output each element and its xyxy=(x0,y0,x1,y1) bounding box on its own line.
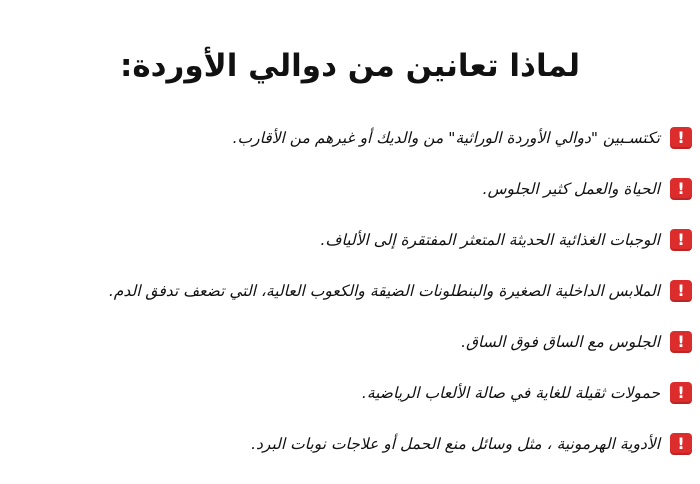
reason-text: الملابس الداخلية الصغيرة والبنطلونات الضيقة والكعوب العالية، التي تضعف تدفق الدم. xyxy=(108,281,660,300)
exclamation-icon: ! xyxy=(670,331,692,353)
reason-text: الوجبات الغذائية الحديثة المتعثر المفتقرة إلى الألياف. xyxy=(320,230,660,249)
exclamation-icon: ! xyxy=(670,178,692,200)
list-item xyxy=(0,265,692,316)
reason-text: الأدوية الهرمونية ، مثل وسائل منع الحمل أو علاجات نوبات البرد. xyxy=(251,434,660,453)
reason-text: الحياة والعمل كثير الجلوس. xyxy=(482,179,660,198)
list-item xyxy=(0,112,692,163)
list-item xyxy=(0,163,692,214)
reason-text: تكتسـبين "دوالي الأوردة الوراثية" من والديك أو غيرهم من الأقارب. xyxy=(232,128,660,147)
exclamation-icon: ! xyxy=(670,433,692,455)
exclamation-icon: ! xyxy=(670,382,692,404)
reason-text: الجلوس مع الساق فوق الساق. xyxy=(461,332,660,351)
exclamation-icon: ! xyxy=(670,229,692,251)
list-item xyxy=(0,367,692,418)
reason-text: حمولات ثقيلة للغاية في صالة الألعاب الرياضية. xyxy=(361,383,660,402)
list-item xyxy=(0,418,692,469)
exclamation-icon: ! xyxy=(670,127,692,149)
list-item xyxy=(0,214,692,265)
reasons-list xyxy=(0,112,692,469)
page-title: لماذا تعانين من دوالي الأوردة: xyxy=(119,48,581,84)
list-item xyxy=(0,316,692,367)
exclamation-icon: ! xyxy=(670,280,692,302)
